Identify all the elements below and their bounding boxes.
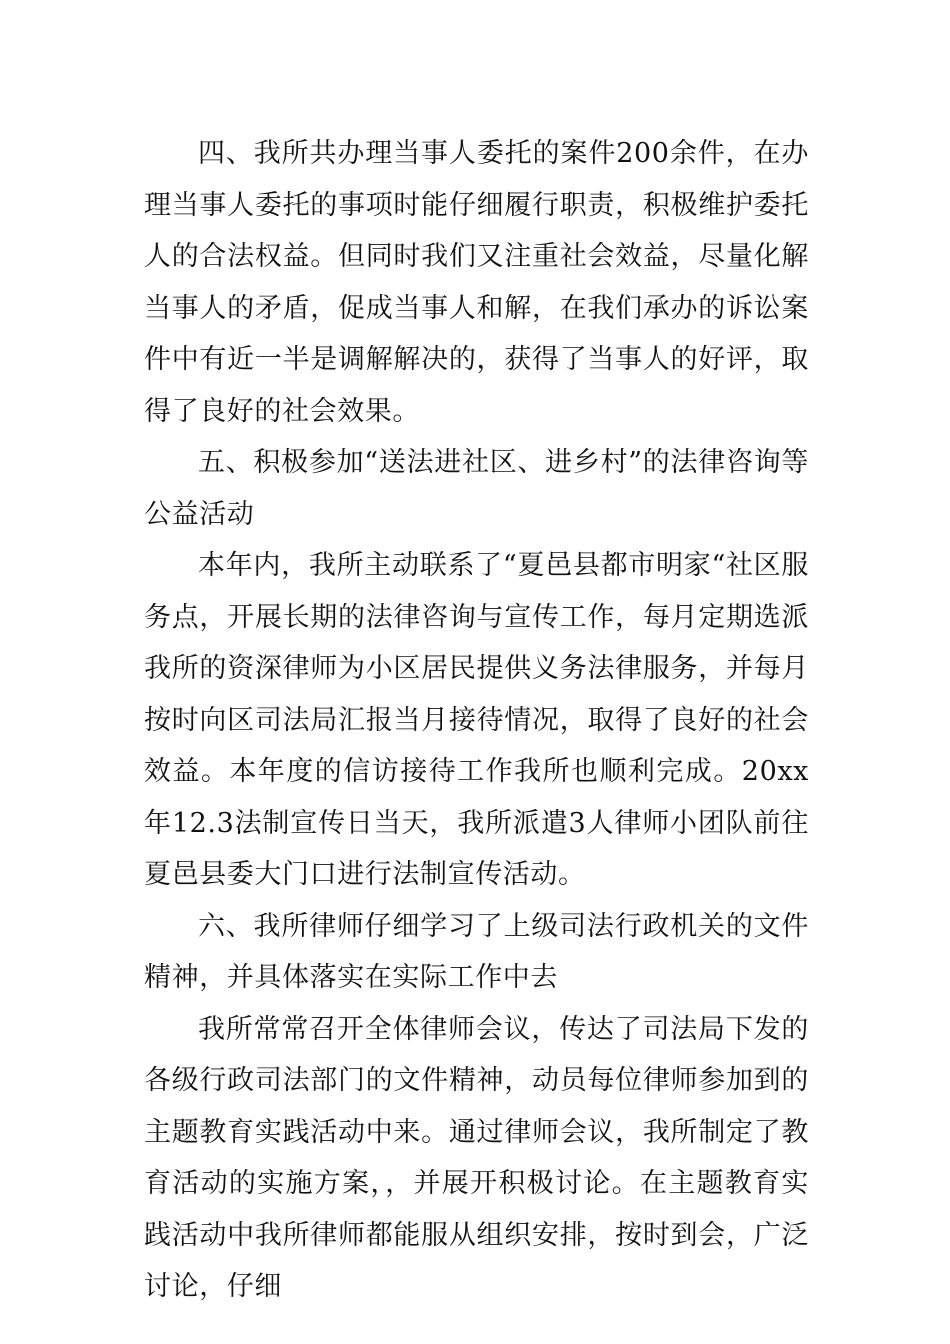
paragraph-case-handling: 四、我所共办理当事人委托的案件200余件，在办理当事人委托的事项时能仔细履行职责，积极维护委托人的合法权益。但同时我们又注重社会效益，尽量化解当事人的矛盾，促成当事人和解，在我们承办的诉讼案件中有近一半是调解解决的，获得了当事人的好评，取得了良好的社会效果。 [144,138,809,427]
paragraph-lawyer-meetings: 我所常常召开全体律师会议，传达了司法局下发的各级行政司法部门的文件精神，动员每位律师参加到的主题教育实践活动中来。通过律师会议，我所制定了教育活动的实施方案，，并展开积极讨论。在主题教育实践活动中我所律师都能服从组织安排，按时到会，广泛讨论，仔细 [144,1013,809,1302]
document-body [144,128,809,1313]
paragraph-heading-public-welfare: 五、积极参加“送法进社区、进乡村”的法律咨询等公益活动 [144,447,809,530]
paragraph-heading-study: 六、我所律师仔细学习了上级司法行政机关的文件精神，并具体落实在实际工作中去 [144,910,809,993]
paragraph-community-service: 本年内，我所主动联系了“夏邑县都市明家“社区服务点，开展长期的法律咨询与宣传工作，每月定期选派我所的资深律师为小区居民提供义务法律服务，并每月按时向区司法局汇报当月接待情况，取得了良好的社会效益。本年度的信访接待工作我所也顺利完成。20xx年12.3法制宣传日当天，我所派遣3人律师小团队前往夏邑县委大门口进行法制宣传活动。 [144,550,809,890]
